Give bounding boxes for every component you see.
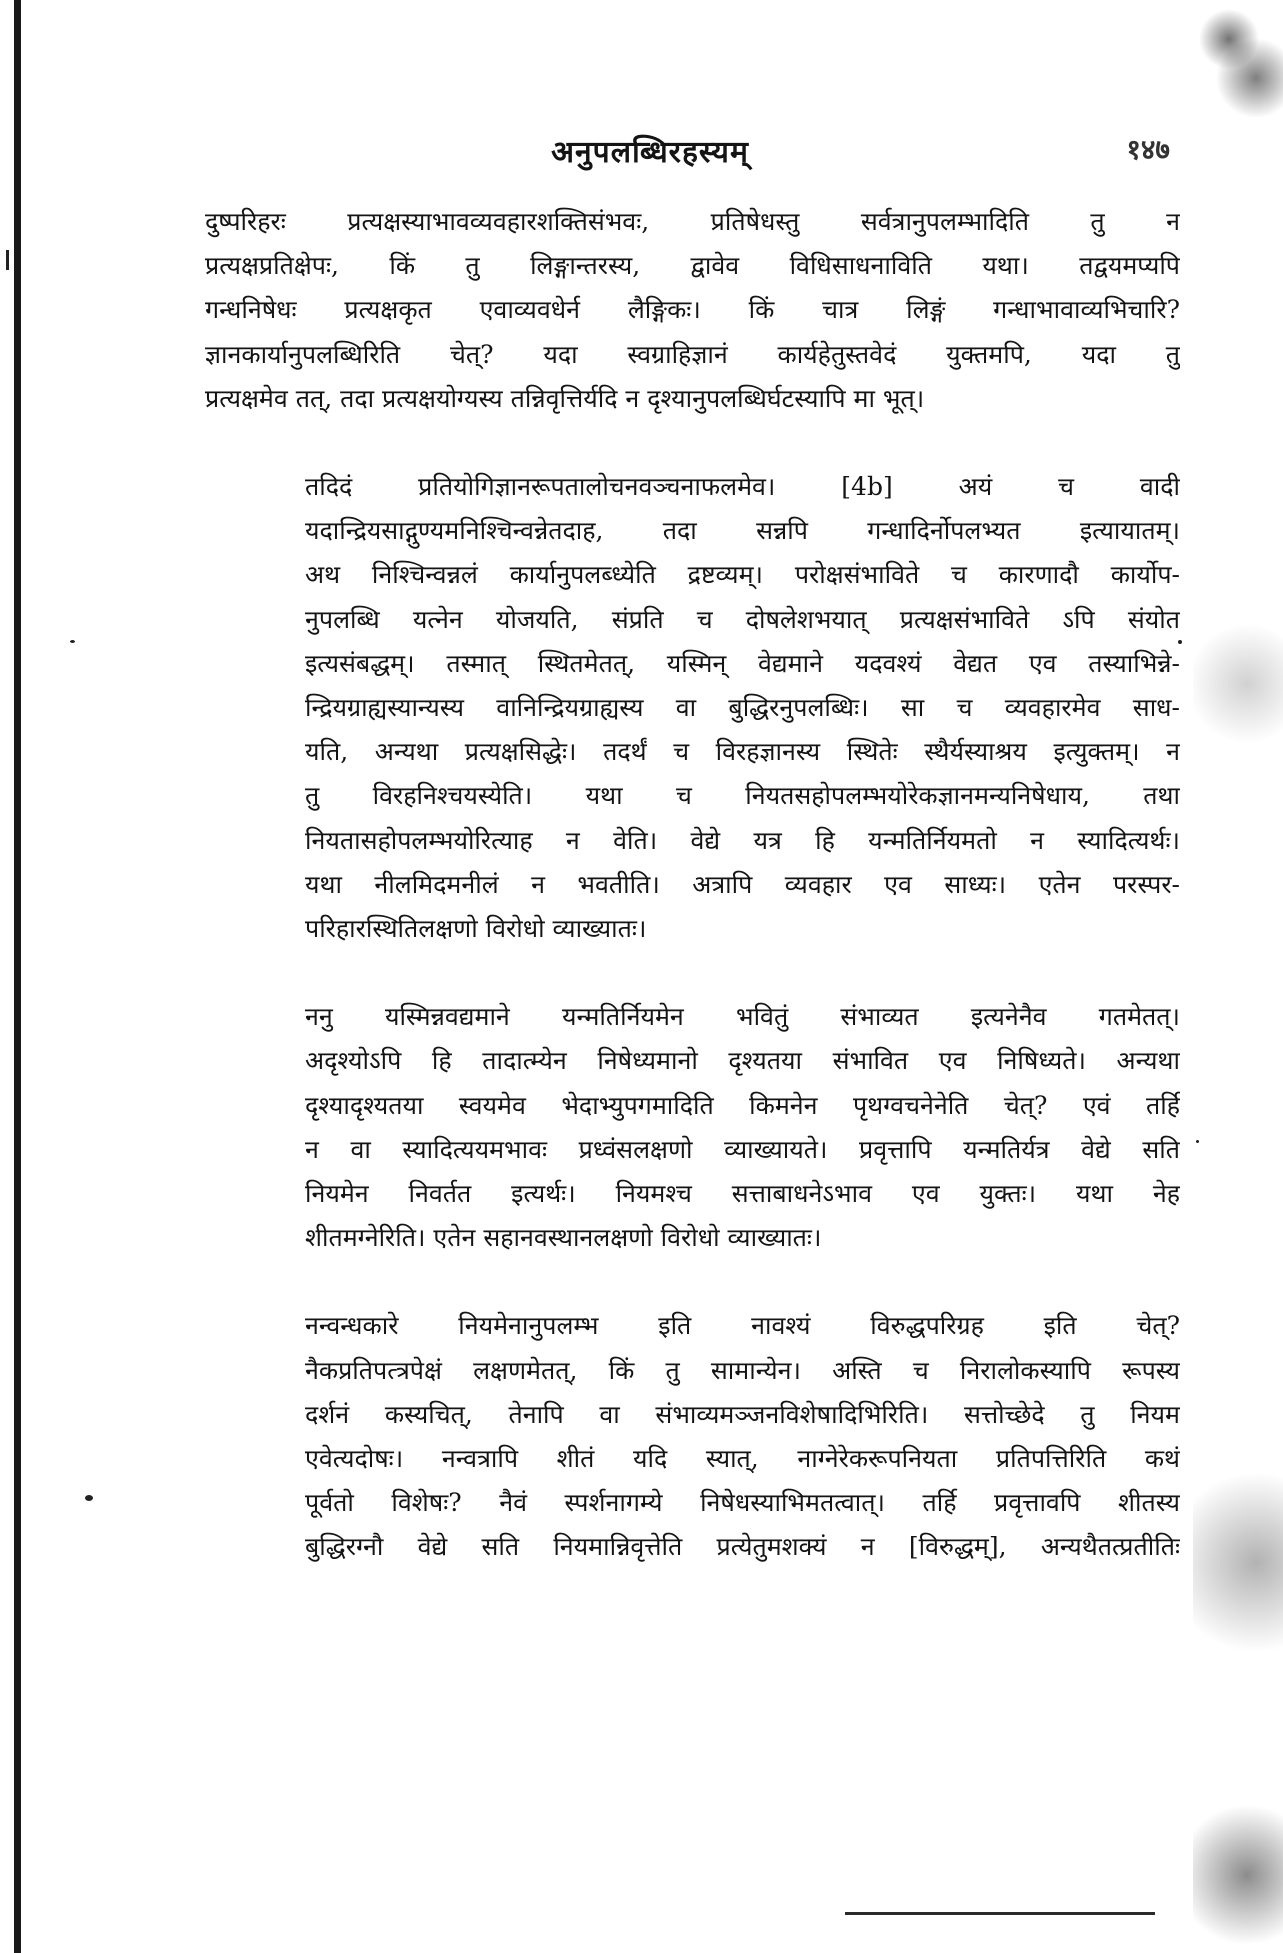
text-line: यदान्द्रियसाद्गुण्यमनिश्चिन्वन्नेतदाह, तदा सन्नपि गन्धादिर्नोपलभ्यत इत्यायातम्।	[305, 516, 1180, 546]
text-line: यथा नीलमिदमनीलं न भवतीति। अत्रापि व्यवहार एव साध्यः। एतेन परस्पर-	[305, 869, 1180, 899]
text-line: इत्यसंबद्धम्। तस्मात् स्थितमेतत्, यस्मिन् वेद्यमाने यदवश्यं वेद्यत एव तस्याभिन्ने-	[305, 648, 1180, 678]
text-line: नन्वन्धकारे नियमेनानुपलम्भ इति नावश्यं विरुद्धपरिग्रह इति चेत्?	[305, 1311, 1180, 1341]
text-line: दुष्परिहरः प्रत्यक्षस्याभावव्यवहारशक्तिसंभवः, प्रतिषेधस्तु सर्वत्रानुपलम्भादिति तु न	[205, 207, 1180, 236]
text-line: शीतमग्नेरिति। एतेन सहानवस्थानलक्षणो विरोधो व्याख्यातः।	[305, 1223, 822, 1253]
text-line: एवेत्यदोषः। नन्वत्रापि शीतं यदि स्यात्, नाग्नेरेकरूपनियता प्रतिपत्तिरिति कथं	[305, 1444, 1180, 1474]
text-line: दृश्यादृश्यतया स्वयमेव भेदाभ्युपगमादिति किमनेन पृथग्वचनेनेति चेत्? एवं तर्हि	[305, 1090, 1180, 1120]
text-line: अथ निश्चिन्वन्नलं कार्यानुपलब्ध्येति द्रष्टव्यम्। परोक्षसंभाविते च कारणादौ कार्योप-	[305, 560, 1180, 590]
page-number: १४७	[1126, 133, 1170, 166]
text-line: प्रत्यक्षमेव तत्, तदा प्रत्यक्षयोग्यस्य तन्निवृत्तिर्यदि न दृश्यानुपलब्धिर्घटस्यापि मा भूत्।	[205, 383, 925, 413]
text-line: परिहारस्थितिलक्षणो विरोधो व्याख्यातः।	[305, 914, 647, 944]
body-text	[205, 200, 1180, 1570]
scan-right-edge-noise	[1193, 0, 1283, 1953]
scan-left-edge-shadow	[14, 0, 21, 1953]
paragraph-3	[205, 995, 1180, 1260]
text-line: न्द्रियग्राह्यस्यान्यस्य वानिन्द्रियग्राह्यस्य वा बुद्धिरनुपलब्धिः। सा च व्यवहारमेव साध-	[305, 693, 1180, 723]
text-line: नुपलब्धि यत्नेन योजयति, संप्रति च दोषलेशभयात् प्रत्यक्षसंभाविते ऽपि संयोत	[305, 604, 1180, 634]
text-line: ज्ञानकार्यानुपलब्धिरिति चेत्? यदा स्वग्राहिज्ञानं कार्यहेतुस्तवेदं युक्तमपि, यदा तु	[205, 339, 1180, 369]
text-line: न वा स्यादित्ययमभावः प्रध्वंसलक्षणो व्याख्यायते। प्रवृत्तापि यन्मतिर्यत्र वेद्ये सति	[305, 1134, 1180, 1164]
running-title: अनुपलब्धिरहस्यम्	[551, 135, 749, 170]
paragraph-2	[205, 465, 1180, 951]
text-line: नियमेन निवर्तत इत्यर्थः। नियमश्च सत्ताबाधनेऽभाव एव युक्तः। यथा नेह	[305, 1179, 1180, 1209]
text-line: अदृश्योऽपि हि तादात्म्येन निषेध्यमानो दृश्यतया संभावित एव निषिध्यते। अन्यथा	[305, 1046, 1180, 1076]
text-line: गन्धनिषेधः प्रत्यक्षकृत एवाव्यवधेर्न लैङ्गिकः। किं चात्र लिङ्गं गन्धाभावाव्यभिचारि?	[205, 295, 1180, 325]
text-line: दर्शनं कस्यचित्, तेनापि वा संभाव्यमञ्जनविशेषादिभिरिति। सत्तोच्छेदे तु नियम	[305, 1399, 1180, 1429]
text-line: प्रत्यक्षप्रतिक्षेपः, किं तु लिङ्गान्तरस्य, द्वावेव विधिसाधनाविति यथा। तद्वयमप्यपि	[205, 251, 1180, 281]
text-line: बुद्धिरग्नौ वेद्ये सति नियमान्निवृत्तेति प्रत्येतुमशक्यं न [विरुद्धम्], अन्यथैतत्प्रतीतिः	[305, 1532, 1180, 1562]
scan-left-edge-mark	[6, 250, 9, 270]
page-header	[150, 130, 1170, 180]
text-line: तु विरहनिश्चयस्येति। यथा च नियतसहोपलम्भयोरेकज्ञानमन्यनिषेधाय, तथा	[305, 781, 1180, 811]
scan-speck	[70, 640, 75, 643]
text-line: यति, अन्यथा प्रत्यक्षसिद्धेः। तदर्थं च विरहज्ञानस्य स्थितेः स्थैर्यस्याश्रय इत्युक्तम्। न	[305, 737, 1180, 767]
scan-speck	[85, 1495, 93, 1501]
text-line: तदिदं प्रतियोगिज्ञानरूपतालोचनवञ्चनाफलमेव। [4b] अयं च वादी	[305, 472, 1180, 502]
text-line: पूर्वतो विशेषः? नैवं स्पर्शनागम्ये निषेधस्याभिमतत्वात्। तर्हि प्रवृत्तावपि शीतस्य	[305, 1488, 1180, 1518]
text-line: ननु यस्मिन्नवद्यमाने यन्मतिर्नियमेन भवितुं संभाव्यत इत्यनेनैव गतमेतत्।	[305, 1002, 1180, 1032]
scan-bottom-rule	[845, 1912, 1155, 1915]
paragraph-4	[205, 1304, 1180, 1569]
paragraph-1	[205, 200, 1180, 421]
text-line: नैकप्रतिपत्त्रपेक्षं लक्षणमेतत्, किं तु सामान्येन। अस्ति च निरालोकस्यापि रूपस्य	[305, 1355, 1180, 1385]
scan-speck	[1196, 1140, 1199, 1143]
text-line: नियतासहोपलम्भयोरित्याह न वेति। वेद्ये यत्र हि यन्मतिर्नियमतो न स्यादित्यर्थः।	[305, 825, 1180, 855]
